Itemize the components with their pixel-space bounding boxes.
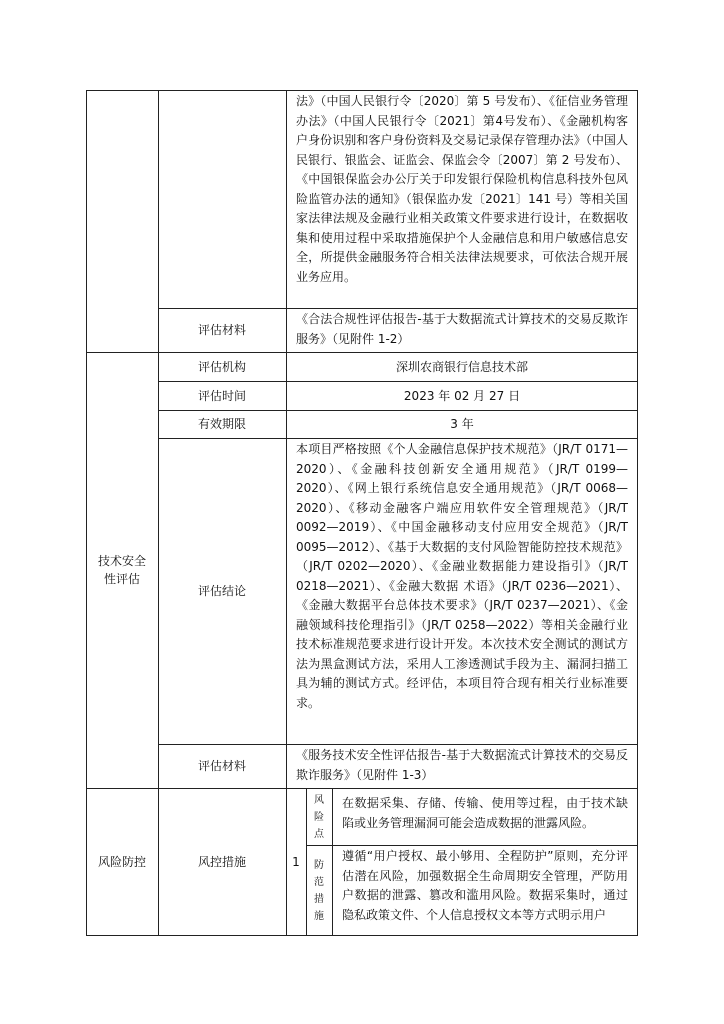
evaluator-label: 评估机构	[197, 359, 246, 374]
risk-point-label: 风险点	[314, 794, 324, 840]
divider	[306, 845, 638, 846]
validity-period-label: 有效期限	[197, 417, 246, 431]
tech-material-label: 评估材料	[197, 759, 246, 773]
conclusion-label: 评估结论	[197, 584, 246, 598]
risk-point-text: 在数据采集、存储、传输、使用等过程，由于技术缺陷或业务管理漏洞可能会造成数据的泄露风险。	[342, 796, 628, 830]
assessment-material-value: 《合法合规性评估报告-基于大数据流式计算技术的交易反欺诈服务》（见附件 1-2）	[296, 312, 628, 346]
risk-control-category: 风险防控	[97, 855, 146, 869]
legal-basis-text: 法》（中国人民银行令〔2020〕第 5 号发布）、《征信业务管理办法》（中国人民银行令〔2021〕第4号发布）、《金融机构客户身份识别和客户身份资料及交易记录保存管理办法》（中国人民银行、银监会、证监会、保监会令〔2007〕第 2 号发布）、《中国银保监会办公厅关于印发银行保险机构信息科技外包风险监管办法的通知》（银保监办发〔2021〕141 号）等相关国家法律法规及金融行业相关政策文件要求进行设计，在数据收集和使用过程中采取措施保护个人金融信息和用户敏感信息安全，所提供金融服务符合相关法律法规要求，可依法合规开展业务应用。	[296, 94, 628, 284]
prevention-text: 遵循“用户授权、最小够用、全程防护”原则，充分评估潜在风险，加强数据全生命周期安全管理，严防用户数据的泄露、篡改和滥用风险。数据采集时，通过隐私政策文件、个人信息授权文本等方式明示用户	[342, 849, 628, 922]
conclusion-text: 本项目严格按照《个人金融信息保护技术规范》（JR/T 0171—2020）、《金融科技创新安全通用规范》（JR/T 0199—2020）、《网上银行系统信息安全通用规范》（JR/T 0068—2020）、《移动金融客户端应用软件安全管理规范》（JR/T 0092—2019）、《中国金融移动支付应用安全规范》（JR/T 0095—2012）、《基于大数据的支付风险智能防控技术规范》（JR/T 0202—2020）、《金融业数据能力建设指引》（JR/T 0218—2021）、《金融大数据 术语》（JR/T 0236—2021）、《金融大数据平台总体技术要求》（JR/T 0237—2021）、《金融领域科技伦理指引》（JR/T 0258—2022）等相关金融行业技术标准规范要求进行设计开发。本次技术安全测试的测试方法为黑盒测试方法，采用人工渗透测试手段为主、漏洞扫描工具为辅的测试方式。经评估，本项目符合现有相关行业标准要求。	[296, 442, 628, 710]
assessment-material-label: 评估材料	[197, 323, 246, 337]
risk-index: 1	[292, 855, 300, 869]
validity-period-value: 3 年	[450, 417, 474, 431]
tech-security-category: 技术安全性评估	[97, 554, 146, 586]
evaluation-date-label: 评估时间	[197, 388, 246, 403]
evaluator-value: 深圳农商银行信息技术部	[395, 359, 528, 374]
prevention-label: 防范措施	[314, 860, 324, 922]
risk-measures-label: 风控措施	[197, 855, 246, 869]
tech-material-value: 《服务技术安全性评估报告-基于大数据流式计算技术的交易反欺诈服务》（见附件 1-3）	[296, 748, 628, 782]
evaluation-date-value: 2023 年 02 月 27 日	[403, 388, 521, 403]
